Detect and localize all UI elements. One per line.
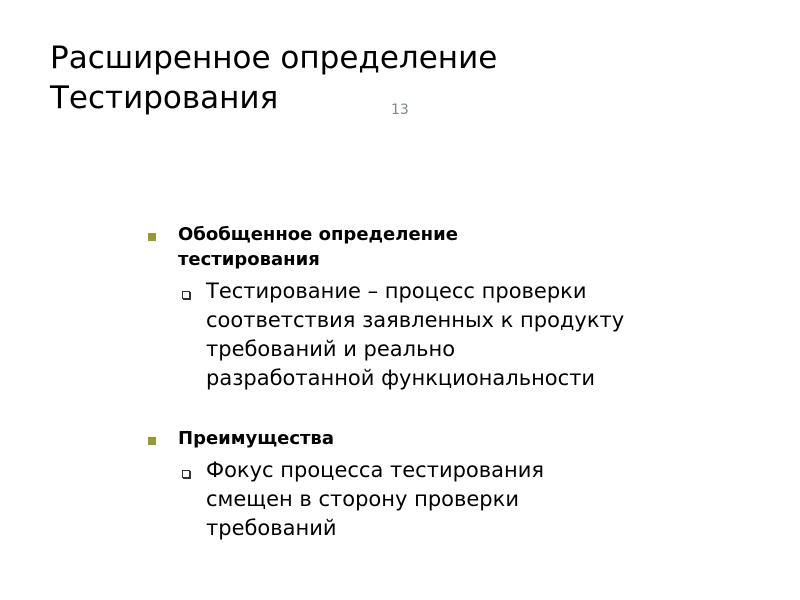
sub-bullet-text bbox=[206, 456, 706, 543]
sub-bullet-line: смещен в сторону проверки bbox=[206, 487, 519, 511]
slide-title-line1: Расширенное определение bbox=[50, 40, 498, 76]
slide-number: 13 bbox=[391, 102, 409, 118]
bullet-heading-line: тестирования bbox=[178, 249, 320, 270]
bullet-heading bbox=[178, 426, 706, 451]
sub-bullet-line: Тестирование – процесс проверки bbox=[206, 279, 587, 303]
slide-title bbox=[50, 38, 497, 118]
sub-bullet-line: требований bbox=[206, 516, 337, 540]
spacer bbox=[146, 393, 706, 426]
bullet-heading-line: Преимущества bbox=[178, 428, 334, 449]
sub-bullet-line: требований и реально bbox=[206, 337, 456, 361]
bullet-heading bbox=[178, 222, 706, 272]
square-bullet-icon bbox=[148, 437, 156, 445]
sub-bullet-line: соответствия заявленных к продукту bbox=[206, 308, 625, 332]
sub-bullet-item-advantages bbox=[146, 456, 706, 543]
bullet-heading-line: Обобщенное определение bbox=[178, 224, 458, 245]
hollow-square-bullet-icon bbox=[182, 470, 190, 478]
sub-bullet-item-definition bbox=[146, 277, 706, 393]
slide-title-line2: Тестирования bbox=[50, 80, 279, 116]
bullet-item-definition bbox=[146, 222, 706, 272]
sub-bullet-line: разработанной функциональности bbox=[206, 366, 596, 390]
slide-content bbox=[146, 222, 706, 543]
bullet-item-advantages bbox=[146, 426, 706, 451]
hollow-square-bullet-icon bbox=[182, 291, 190, 299]
sub-bullet-text bbox=[206, 277, 706, 393]
square-bullet-icon bbox=[148, 233, 156, 241]
sub-bullet-line: Фокус процесса тестирования bbox=[206, 458, 545, 482]
